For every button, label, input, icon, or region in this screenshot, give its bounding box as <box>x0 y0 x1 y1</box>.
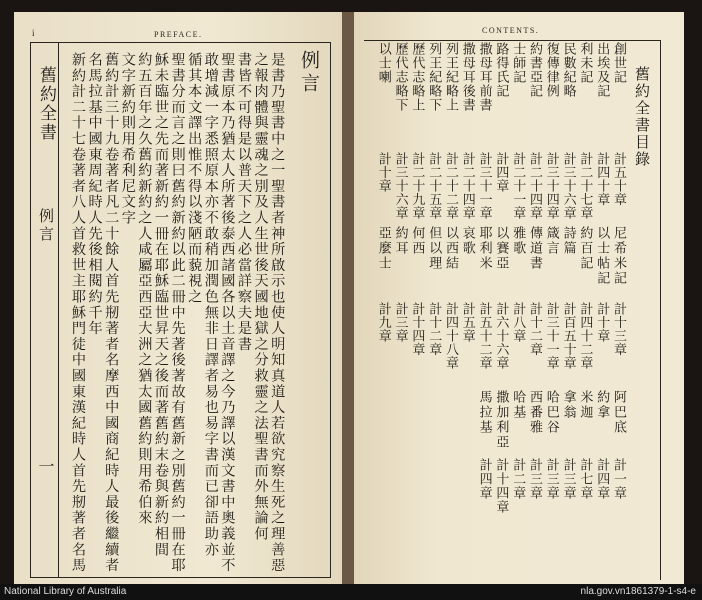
preface-column: 舊約計三十九卷著者凡二十餘人首先剏著者名摩西中國商紀時人最後繼續者 <box>103 52 120 574</box>
toc-book-name: 阿巴底 <box>611 390 626 435</box>
toc-book-name: 耶利米 <box>476 226 492 271</box>
toc-book-name: 約書亞記 <box>527 42 542 98</box>
toc-chapter-count: 計三章 <box>543 458 559 500</box>
toc-chapter-count: 計四章 <box>476 458 492 500</box>
footer-bar <box>0 584 702 600</box>
toc-chapter-count: 計六十六章 <box>493 302 509 370</box>
preface-column: 文字新約則用希利尼文字 <box>119 52 136 226</box>
frame-right <box>330 42 331 578</box>
toc-book-name: 約耳 <box>392 226 408 256</box>
header-rule <box>30 42 330 43</box>
toc-title: 舊約全書目錄 <box>633 66 651 168</box>
toc-chapter-count: 計二十七章 <box>577 152 593 220</box>
preface-column: 約五百年之久舊約新約之人咸屬亞西亞大洲之猶太國舊約則用希伯來 <box>136 52 153 526</box>
toc-chapter-count: 計三十一章 <box>543 302 559 370</box>
preface-column: 新約計二十七卷著者八人首救世主耶穌門徒中國東漢紀時人首先剏著者名馬 <box>70 52 86 574</box>
right-page <box>354 12 684 584</box>
toc-chapter-count: 計十章 <box>375 152 391 193</box>
toc-chapter-count: 計二十一章 <box>510 152 526 220</box>
toc-book-name: 撒母耳後書 <box>459 42 475 112</box>
toc-book-name: 以西結 <box>443 226 458 271</box>
left-page <box>14 12 342 584</box>
toc-chapter-count: 計十二章 <box>527 302 542 356</box>
page-number: i <box>32 28 37 38</box>
toc-chapter-count: 計十章 <box>594 302 610 343</box>
frame-right <box>660 40 661 580</box>
toc-book-name: 歷代志略上 <box>409 42 425 112</box>
frame-left <box>30 42 31 578</box>
preface-column: 名馬拉基中國東周紀時人先後相閱約千年 <box>86 52 103 337</box>
toc-chapter-count: 計五章 <box>459 302 475 343</box>
toc-chapter-count: 計四十八章 <box>443 302 458 370</box>
toc-book-name: 詩篇 <box>560 226 576 256</box>
running-header: PREFACE. <box>154 30 203 39</box>
toc-book-name: 傳道書 <box>527 226 542 271</box>
toc-chapter-count: 計三章 <box>392 302 408 343</box>
header-rule <box>364 40 660 41</box>
toc-book-name: 撒加利亞 <box>493 390 509 450</box>
toc-chapter-count: 計十三章 <box>611 302 626 356</box>
toc-chapter-count: 計二十四章 <box>527 152 542 220</box>
toc-book-name: 米迦 <box>577 390 593 420</box>
toc-book-name: 約拿 <box>594 390 610 420</box>
toc-chapter-count: 計四章 <box>594 458 610 500</box>
toc-book-name: 約百記 <box>577 226 593 271</box>
preface-column: 穌未臨世之先而著新約一冊在耶穌臨世昇天之後而著舊約末卷與新約相間 <box>153 52 169 558</box>
toc-chapter-count: 計十四章 <box>409 302 425 356</box>
toc-chapter-count: 計二十五章 <box>426 152 442 220</box>
toc-book-name: 拿翁 <box>560 390 576 420</box>
side-folio: 一 <box>36 458 55 474</box>
toc-book-name: 哀歌 <box>459 226 475 256</box>
toc-chapter-count: 計百五十章 <box>560 302 576 370</box>
toc-book-name: 以士喇 <box>375 42 391 84</box>
toc-book-name: 利未記 <box>577 42 593 84</box>
toc-chapter-count: 計四十二章 <box>577 302 593 370</box>
toc-book-name: 以賽亞 <box>493 226 509 271</box>
toc-book-name: 路得氏記 <box>493 42 509 98</box>
preface-column: 循其本文譯出惟不得以淺陋而藐視之 <box>186 52 203 305</box>
running-header: CONTENTS. <box>482 26 540 35</box>
toc-book-name: 何西 <box>409 226 425 256</box>
toc-book-name: 馬拉基 <box>476 390 492 435</box>
toc-chapter-count: 計一章 <box>611 458 626 500</box>
toc-chapter-count: 計五十二章 <box>476 302 492 370</box>
toc-chapter-count: 計三十六章 <box>560 152 576 220</box>
toc-chapter-count: 計三章 <box>560 458 576 500</box>
toc-chapter-count: 計四章 <box>493 152 509 193</box>
side-title: 舊約全書 <box>36 66 56 142</box>
toc-chapter-count: 計十二章 <box>426 302 442 356</box>
toc-book-name: 士師記 <box>510 42 526 84</box>
toc-book-name: 雅歌 <box>510 226 526 256</box>
toc-book-name: 列王紀略上 <box>443 42 458 112</box>
preface-column: 敢增減一字悉照原本亦不敢稍加潤色無非日譯者易也易字書而已卻語助亦 <box>202 52 219 558</box>
toc-chapter-count: 計三十四章 <box>543 152 559 220</box>
toc-book-name: 以士帖記 <box>594 226 610 286</box>
toc-book-name: 亞麼士 <box>375 226 391 271</box>
toc-book-name: 尼希米記 <box>611 226 626 286</box>
toc-book-name: 歷代志略下 <box>392 42 408 112</box>
frame-bottom <box>30 577 330 578</box>
toc-book-name: 哈基 <box>510 390 526 420</box>
toc-book-name: 撒母耳前書 <box>476 42 492 112</box>
toc-book-name: 西番雅 <box>527 390 542 435</box>
toc-book-name: 出埃及記 <box>594 42 610 98</box>
side-section: 例言 <box>37 208 55 244</box>
toc-chapter-count: 計三十一章 <box>476 152 492 220</box>
preface-column: 之報肉體與靈魂之別及人生世後天國地獄之分救靈之法聖書而外無論何 <box>252 52 269 542</box>
toc-book-name: 復傳律例 <box>543 42 559 98</box>
preface-column: 書皆不可得是以普天下之人必當詳察夫是書 <box>236 52 252 353</box>
toc-book-name: 民數紀略 <box>560 42 576 98</box>
toc-chapter-count: 計七章 <box>577 458 593 500</box>
toc-chapter-count: 計三十六章 <box>392 152 408 220</box>
toc-chapter-count: 計三章 <box>527 458 542 500</box>
toc-chapter-count: 計二十四章 <box>459 152 475 220</box>
toc-chapter-count: 計四十章 <box>594 152 610 206</box>
preface-column: 聖書分而言之則曰舊約新約以此二冊中先著後著故有舊新之別舊約一冊在耶 <box>169 52 186 574</box>
toc-chapter-count: 計五十章 <box>611 152 626 206</box>
footer-id: nla.gov.vn1861379-1-s4-e <box>580 586 696 597</box>
book-gutter <box>342 12 354 584</box>
toc-chapter-count: 計二章 <box>510 458 526 500</box>
toc-book-name: 但以理 <box>426 226 442 271</box>
toc-chapter-count: 計八章 <box>510 302 526 343</box>
toc-book-name: 列王紀略下 <box>426 42 442 112</box>
toc-book-name: 創世記 <box>611 42 626 84</box>
section-heading: 例言 <box>298 50 320 96</box>
footer-credit: National Library of Australia <box>4 586 127 597</box>
toc-chapter-count: 計九章 <box>375 302 391 343</box>
toc-book-name: 哈巴谷 <box>543 390 559 435</box>
preface-column: 是書乃聖書中之一聖書者神所啟示也使人明知真道人若欲究察生死之理善惡 <box>269 52 286 574</box>
toc-chapter-count: 計二十二章 <box>443 152 458 220</box>
toc-book-name: 箴言 <box>543 226 559 256</box>
toc-chapter-count: 計二十九章 <box>409 152 425 220</box>
preface-column: 聖書原本乃猶太人所著後泰西諸國各以土音譯之今乃譯以漢文書中奧義並不 <box>219 52 236 574</box>
toc-chapter-count: 計十四章 <box>493 458 509 514</box>
